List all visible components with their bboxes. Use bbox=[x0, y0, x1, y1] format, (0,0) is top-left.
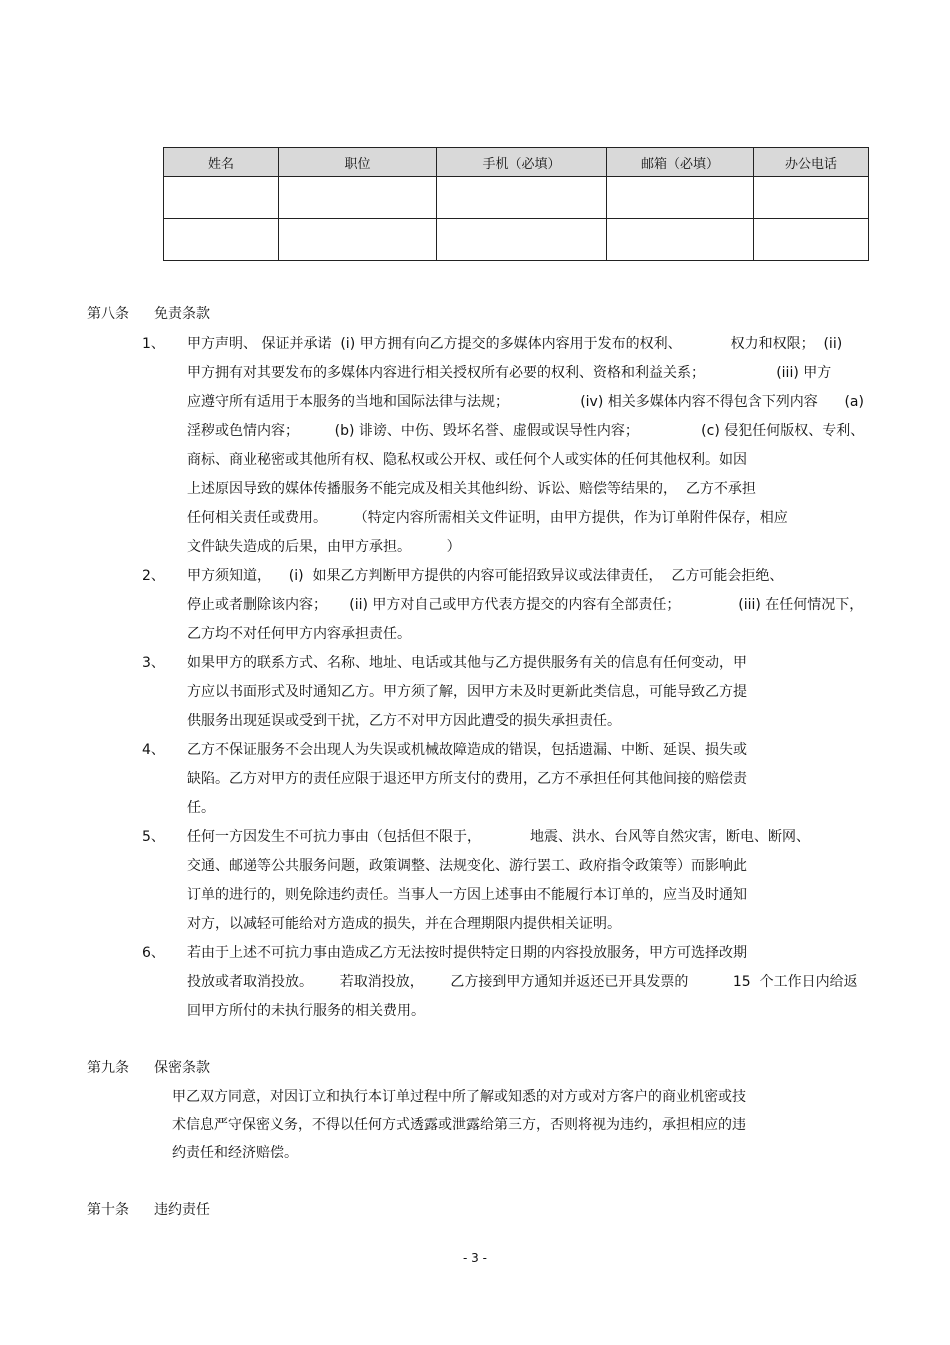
paragraph-line: 术信息严守保密义务，不得以任何方式透露或泄露给第三方，否则将视为违约，承担相应的违 bbox=[172, 1117, 746, 1133]
item-line: 若由于上述不可抗力事由造成乙方无法按时提供特定日期的内容投放服务，甲方可选择改期 bbox=[187, 945, 747, 961]
table-cell bbox=[754, 219, 869, 261]
table-cell bbox=[164, 219, 279, 261]
section-title: 免责条款 bbox=[154, 306, 210, 322]
header-email: 邮箱（必填） bbox=[607, 148, 754, 177]
item-line: 乙方均不对任何甲方内容承担责任。 bbox=[187, 626, 411, 642]
item-line: 上述原因导致的媒体传播服务不能完成及相关其他纠纷、诉讼、赔偿等结果的， 乙方不承担 bbox=[187, 481, 756, 497]
item-line: 淫秽或色情内容； (b) 诽谤、中伤、毁坏名誉、虚假或误导性内容； (c) 侵犯任何版权、专利、 bbox=[187, 423, 865, 439]
item-line: 供服务出现延误或受到干扰，乙方不对甲方因此遭受的损失承担责任。 bbox=[187, 713, 621, 729]
item-line: 甲方须知道， (i) 如果乙方判断甲方提供的内容可能招致异议或法律责任， 乙方可能会拒绝、 bbox=[187, 568, 784, 584]
section-number: 第九条 bbox=[87, 1060, 129, 1076]
paragraph-line: 约责任和经济赔偿。 bbox=[172, 1145, 298, 1161]
table-cell bbox=[754, 177, 869, 219]
item-line: 乙方不保证服务不会出现人为失误或机械故障造成的错误，包括遗漏、中断、延误、损失或 bbox=[187, 742, 747, 758]
section-title: 违约责任 bbox=[154, 1202, 210, 1218]
section-10-heading bbox=[87, 1199, 210, 1219]
header-name: 姓名 bbox=[164, 148, 279, 177]
item-line: 回甲方所付的未执行服务的相关费用。 bbox=[187, 1003, 425, 1019]
item-line: 任何相关责任或费用。 （特定内容所需相关文件证明，由甲方提供，作为订单附件保存，相应 bbox=[187, 510, 788, 526]
item-line: 停止或者删除该内容； (ii) 甲方对自己或甲方代表方提交的内容有全部责任； (iii) 在任何情况下， bbox=[187, 597, 864, 613]
item-line: 订单的进行的，则免除违约责任。当事人一方因上述事由不能履行本订单的，应当及时通知 bbox=[187, 887, 747, 903]
item-number: 3、 bbox=[142, 655, 165, 671]
item-line: 缺陷。乙方对甲方的责任应限于退还甲方所支付的费用，乙方不承担任何其他间接的赔偿责 bbox=[187, 771, 747, 787]
table-cell bbox=[437, 219, 607, 261]
table-cell bbox=[279, 219, 437, 261]
item-number: 1、 bbox=[142, 336, 165, 352]
item-line: 应遵守所有适用于本服务的当地和国际法律与法规； (iv) 相关多媒体内容不得包含下列内容 (a) bbox=[187, 394, 864, 410]
item-line: 甲方拥有对其要发布的多媒体内容进行相关授权所有必要的权利、资格和利益关系； (iii) 甲方 bbox=[187, 365, 832, 381]
item-line: 文件缺失造成的后果，由甲方承担。 ） bbox=[187, 539, 461, 555]
section-title: 保密条款 bbox=[154, 1060, 210, 1076]
paragraph-line: 甲乙双方同意，对因订立和执行本订单过程中所了解或知悉的对方或对方客户的商业机密或技 bbox=[172, 1089, 746, 1105]
table-header-row bbox=[164, 148, 869, 177]
page-number: - 3 - bbox=[463, 1251, 487, 1265]
item-line: 对方，以减轻可能给对方造成的损失，并在合理期限内提供相关证明。 bbox=[187, 916, 621, 932]
item-number: 5、 bbox=[142, 829, 165, 845]
header-office-phone: 办公电话 bbox=[754, 148, 869, 177]
table-cell bbox=[607, 219, 754, 261]
header-mobile: 手机（必填） bbox=[437, 148, 607, 177]
table-row bbox=[164, 177, 869, 219]
item-number: 4、 bbox=[142, 742, 165, 758]
item-line: 甲方声明、 保证并承诺 (i) 甲方拥有向乙方提交的多媒体内容用于发布的权利、 权力和权限； (ii) bbox=[187, 336, 843, 352]
item-line: 投放或者取消投放。 若取消投放， 乙方接到甲方通知并返还已开具发票的 15 个工作日内给返 bbox=[187, 974, 858, 990]
item-line: 商标、商业秘密或其他所有权、隐私权或公开权、或任何个人或实体的任何其他权利。如因 bbox=[187, 452, 747, 468]
item-line: 如果甲方的联系方式、名称、地址、电话或其他与乙方提供服务有关的信息有任何变动，甲 bbox=[187, 655, 747, 671]
contact-table bbox=[163, 147, 869, 261]
section-8-heading bbox=[87, 303, 210, 323]
item-line: 方应以书面形式及时通知乙方。甲方须了解，因甲方未及时更新此类信息，可能导致乙方提 bbox=[187, 684, 747, 700]
section-number: 第八条 bbox=[87, 306, 129, 322]
table-cell bbox=[437, 177, 607, 219]
item-line: 任。 bbox=[187, 800, 215, 816]
section-9-heading bbox=[87, 1057, 210, 1077]
item-number: 6、 bbox=[142, 945, 165, 961]
item-line: 任何一方因发生不可抗力事由（包括但不限于， 地震、洪水、台风等自然灾害，断电、断网、 bbox=[187, 829, 810, 845]
table-cell bbox=[607, 177, 754, 219]
section-number: 第十条 bbox=[87, 1202, 129, 1218]
header-position: 职位 bbox=[279, 148, 437, 177]
table-cell bbox=[279, 177, 437, 219]
table-cell bbox=[164, 177, 279, 219]
item-number: 2、 bbox=[142, 568, 165, 584]
item-line: 交通、邮递等公共服务问题，政策调整、法规变化、游行罢工、政府指令政策等）而影响此 bbox=[187, 858, 747, 874]
table-row bbox=[164, 219, 869, 261]
